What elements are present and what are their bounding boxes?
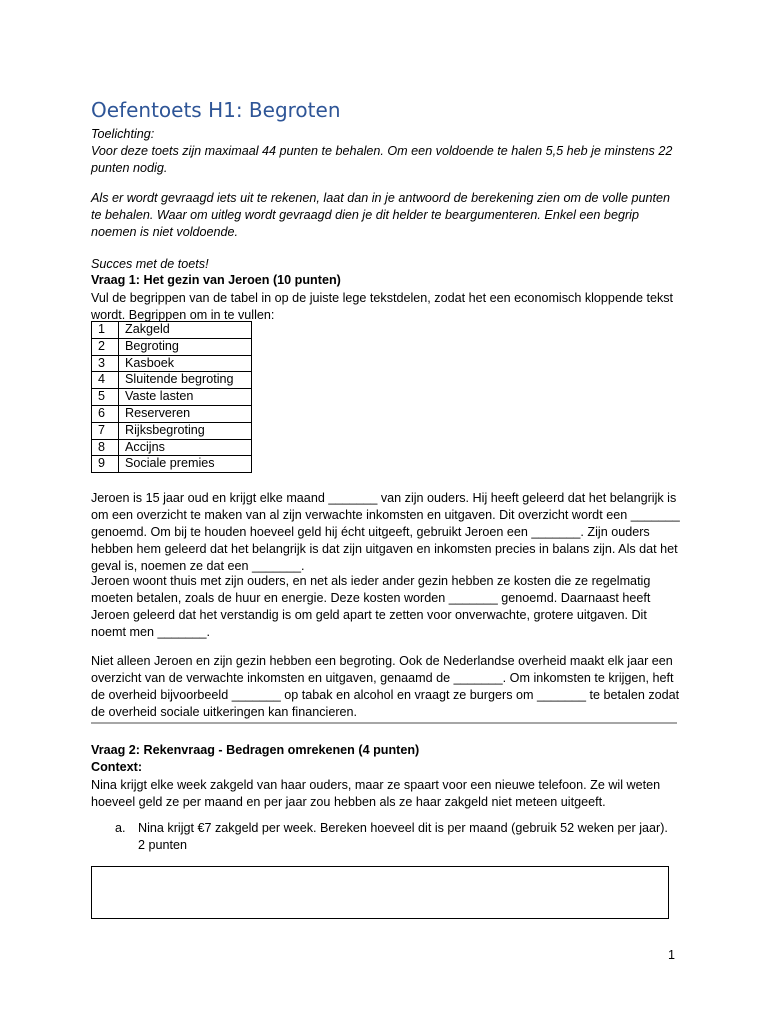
list-marker: a. — [115, 821, 126, 835]
terms-table — [91, 321, 252, 473]
question2-item-a-text: Nina krijgt €7 zakgeld per week. Bereken hoeveel dit is per maand (gebruik 52 weken per jaar). 2 punten — [138, 821, 668, 852]
question1-instruction: Vul de begrippen van de tabel in op de juiste lege tekstdelen, zodat het een economisch kloppende tekst wordt. Begrippen om in te vullen: — [91, 291, 674, 322]
term-name: Rijksbegroting — [119, 422, 252, 439]
table-row — [92, 372, 252, 389]
question1-paragraph-1: Jeroen is 15 jaar oud en krijgt elke maand _______ van zijn ouders. Hij heeft geleerd dat het belangrijk is om een overzicht te maken van al zijn verwachte inkomsten en uitgaven. Dit overzicht wordt een _______ genoemd. Om bij te houden hoeveel geld hij écht uitgeeft, gebruikt Jeroen een _______. Zijn ouders hebben hem geleerd dat het belangrijk is dat zijn uitgaven en inkomsten precies in balans zijn. Als dat het geval is, noemen ze dat een _______. — [91, 491, 680, 573]
term-name: Begroting — [119, 338, 252, 355]
term-name: Reserveren — [119, 405, 252, 422]
term-name: Kasboek — [119, 355, 252, 372]
term-number: 1 — [92, 322, 119, 339]
term-name: Accijns — [119, 439, 252, 456]
table-row — [92, 456, 252, 473]
question2-context-text: Nina krijgt elke week zakgeld van haar ouders, maar ze spaart voor een nieuwe telefoon. Ze wil weten hoeveel geld ze per maand en per jaar zou hebben als ze haar zakgeld niet meteen uitgeeft. — [91, 778, 661, 809]
page-number: 1 — [668, 948, 676, 962]
term-number: 3 — [92, 355, 119, 372]
term-number: 2 — [92, 338, 119, 355]
term-number: 7 — [92, 422, 119, 439]
term-name: Sluitende begroting — [119, 372, 252, 389]
table-row — [92, 422, 252, 439]
table-row — [92, 405, 252, 422]
table-row — [92, 355, 252, 372]
answer-box[interactable] — [91, 866, 669, 919]
term-number: 9 — [92, 456, 119, 473]
term-number: 4 — [92, 372, 119, 389]
table-row — [92, 389, 252, 406]
term-number: 8 — [92, 439, 119, 456]
term-name: Vaste lasten — [119, 389, 252, 406]
intro-label: Toelichting: — [91, 127, 155, 141]
section-divider — [91, 722, 677, 724]
table-row — [92, 338, 252, 355]
question2-heading: Vraag 2: Rekenvraag - Bedragen omrekenen (4 punten) — [91, 743, 420, 757]
term-number: 6 — [92, 405, 119, 422]
question1-paragraph-2: Jeroen woont thuis met zijn ouders, en net als ieder ander gezin hebben ze kosten die ze regelmatig moeten betalen, zoals de huur en energie. Deze kosten worden _______ genoemd. Daarnaast heeft Jeroen geleerd dat het verstandig is om geld apart te zetten voor onverwachte, grotere uitgaven. Dit noemt men _______. — [91, 574, 651, 639]
good-luck-text: Succes met de toets! — [91, 257, 209, 271]
term-name: Zakgeld — [119, 322, 252, 339]
question1-heading: Vraag 1: Het gezin van Jeroen (10 punten) — [91, 273, 341, 287]
table-row — [92, 322, 252, 339]
question2-context-label: Context: — [91, 760, 143, 774]
term-name: Sociale premies — [119, 456, 252, 473]
term-number: 5 — [92, 389, 119, 406]
document-title: Oefentoets H1: Begroten — [91, 98, 341, 122]
question1-paragraph-3: Niet alleen Jeroen en zijn gezin hebben een begroting. Ook de Nederlandse overheid maakt elk jaar een overzicht van de verwachte inkomsten en uitgaven, genaamd de _______. Om inkomsten te krijgen, heft de overheid bijvoorbeeld _______ op tabak en alcohol en vraagt ze burgers om _______ te betalen zodat de overheid sociale uitkeringen kan financieren. — [91, 654, 680, 719]
intro-instructions: Als er wordt gevraagd iets uit te rekenen, laat dan in je antwoord de berekening zien om de volle punten te behalen. Waar om uitleg wordt gevraagd dien je dit helder te beargumenteren. Enkel een begrip noemen is niet voldoende. — [91, 191, 670, 239]
table-row — [92, 439, 252, 456]
intro-points-text: Voor deze toets zijn maximaal 44 punten te behalen. Om een voldoende te halen 5,5 heb je minstens 22 punten nodig. — [91, 144, 673, 175]
